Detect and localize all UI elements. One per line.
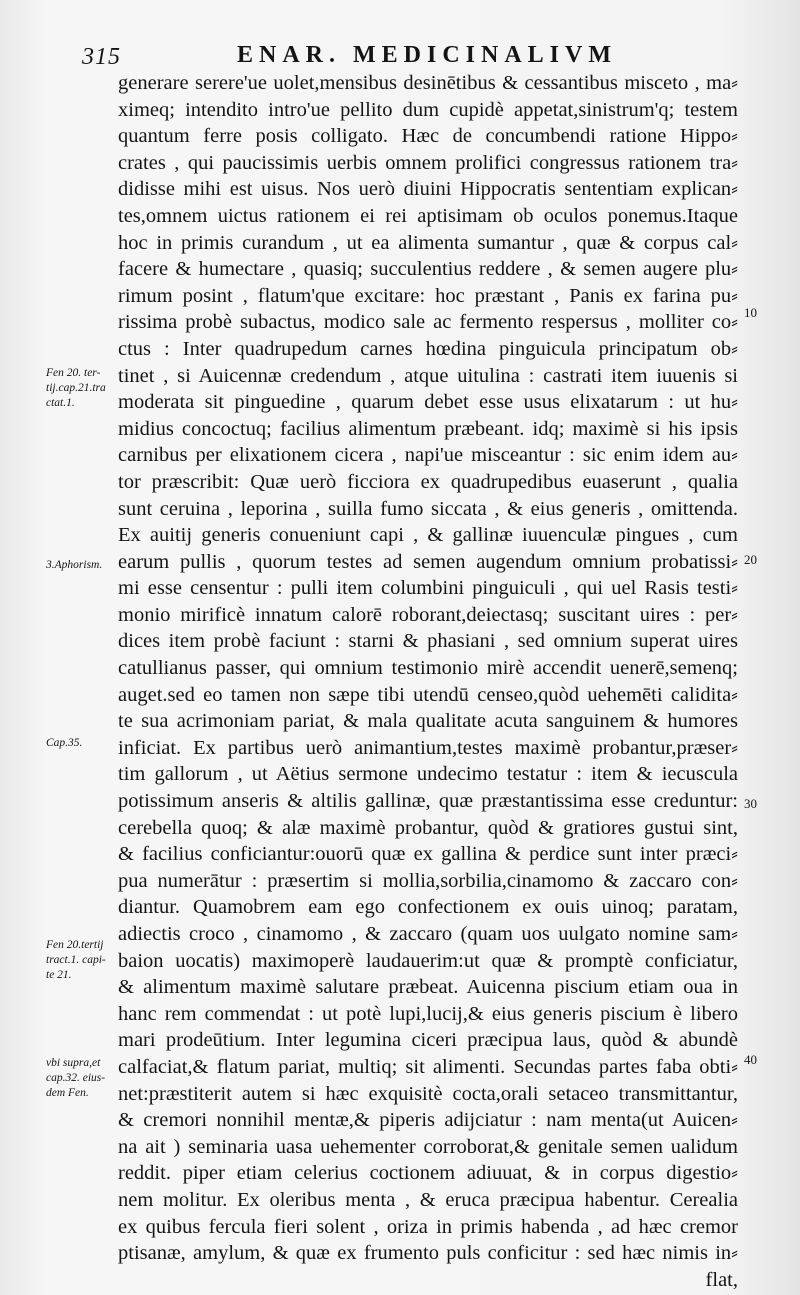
text-line: hanc rem commendat : ut potè lupi,lucij,& eius generis piscium è libero [118, 1002, 738, 1025]
text-line: didisse mihi est uisus. Nos uerò diuini Hippocratis sententiam explican⸗ [118, 178, 738, 201]
text-line: cerebella quoq; & alæ maximè probantur, quòd & gratiores gustui sint, [118, 816, 738, 839]
text-line: midius concoctuq; facilius alimentum præbeant. idq; maximè si his ipsis [118, 417, 738, 440]
text-line: net:præstiterit autem si hæc exquisitè cocta,orali setaceo transmittantur, [118, 1082, 738, 1105]
body-text [118, 70, 738, 1293]
text-line: tim gallorum , ut Aëtius sermone undecimo testatur : item & iecuscula [118, 763, 738, 786]
text-line: & facilius conficiantur:ouorū quæ ex gallina & perdice sunt inter præci⸗ [118, 843, 738, 866]
text-line: quantum ferre posis colligato. Hæc de concumbendi ratione Hippo⸗ [118, 125, 738, 148]
page-number: 315 [82, 44, 121, 70]
text-line: na ait ) seminaria uasa uehementer corroborat,& genitale semen ualidum [118, 1135, 738, 1158]
text-line: hoc in primis curandum , ut ea alimenta sumantur , quæ & corpus cal⸗ [118, 231, 738, 254]
text-line: auget.sed eo tamen non sæpe tibi utendū censeo,quòd uehemēti calidita⸗ [118, 683, 738, 706]
line-number: 40 [744, 1052, 757, 1067]
text-line: generare serere'ue uolet,mensibus desinētibus & cessantibus misceto , ma⸗ [118, 72, 738, 94]
text-line: rissima probè subactus, modico sale ac fermento respersus , molliter co⸗ [118, 311, 738, 334]
text-line: & alimentum maximè salutare præbeat. Auicenna piscium etiam oua in [118, 976, 738, 999]
text-line: & cremori nonnihil mentæ,& piperis adijciatur : nam menta(ut Auicen⸗ [118, 1109, 738, 1132]
text-line: mari prodeūtium. Inter legumina ciceri præcipua laus, quòd & abundè [118, 1029, 738, 1052]
text-line: adiectis croco , cinamomo , & zaccaro (quam uos uulgato nomine sam⸗ [118, 923, 738, 945]
text-line: ximeq; intendito intro'ue pellito dum cupidè appetat,sinistrum'q; testem [118, 98, 738, 121]
line-number: 20 [744, 552, 757, 567]
text-line: earum pullis , quorum testes ad semen augendum omnium probatissi⸗ [118, 550, 738, 573]
text-line: mi esse censentur : pulli item columbini pinguiculi , qui uel Rasis testi⸗ [118, 577, 738, 600]
text-line: pua numerātur : præsertim si mollia,sorbilia,cinamomo & zaccaro con⸗ [118, 869, 738, 892]
margin-note: Fen 20. ter- tij.cap.21.tra ctat.1. [46, 367, 106, 409]
line-number: 10 [744, 305, 757, 320]
margin-note: Cap.35. [46, 737, 83, 749]
text-line: ctus : Inter quadrupedum carnes hœdina pinguicula principatum ob⸗ [118, 337, 738, 360]
text-line: diantur. Quamobrem eam ego confectionem ex ouis uinoq; paratam, [118, 896, 738, 919]
text-line: tes,omnem uictus rationem ei rei aptisimam ob oculos ponemus.Itaque [118, 204, 738, 227]
text-line: facere & humectare , quasiq; succulentius reddere , & semen augere plu⸗ [118, 258, 738, 281]
text-line: catullianus passer, qui omnium testimonio mirè accendit uenerē,semenq; [118, 657, 738, 680]
text-line: baion uocatis) maximoperè laudauerim:ut quæ & promptè conficiatur, [118, 949, 738, 972]
text-line: moderata sit pinguedine , quarum debet esse usus elixatarum : ut hu⸗ [118, 391, 738, 414]
text-line: crates , qui paucissimis uerbis omnem prolifici congressus rationem tra⸗ [118, 151, 738, 174]
text-line: inficiat. Ex partibus uerò animantium,testes maximè probantur,præser⸗ [118, 736, 738, 759]
margin-note: Fen 20.tertij tract.1. capi- te 21. [46, 939, 106, 981]
text-line: Ex auitij generis conueniunt capi , & gallinæ iuuenculæ pingues , cum [118, 524, 738, 547]
text-line: te sua acrimoniam pariat, & mala qualitate acuta sanguinem & humores [118, 710, 738, 733]
text-line: flat, [705, 1268, 738, 1291]
text-line: dices item probè faciunt : starni & phasiani , sed omnium superat uires [118, 630, 738, 653]
text-line: potissimum anseris & altilis gallinæ, quæ præstantissima esse creduntur: [118, 790, 738, 813]
text-line: tinet , si Auicennæ credendum , atque uitulina : castrati item iuuenis si [118, 364, 738, 387]
text-line: reddit. piper etiam celerius coctionem adiuuat, & in corpus digestio⸗ [118, 1162, 738, 1185]
text-line: ptisanæ, amylum, & quæ ex frumento puls conficitur : sed hæc nimis in⸗ [118, 1242, 738, 1265]
text-line: ex quibus fercula fieri solent , oriza in primis habenda , ad hæc cremor [118, 1215, 738, 1238]
text-line: rimum posint , flatum'que excitare: hoc præstant , Panis ex farina pu⸗ [118, 284, 738, 307]
margin-note: vbi supra,et cap.32. eius- dem Fen. [46, 1057, 106, 1099]
text-line: nem molitur. Ex oleribus menta , & eruca præcipua habentur. Cerealia [118, 1188, 738, 1211]
page-header [82, 40, 722, 70]
margin-note: 3.Aphorism. [46, 559, 103, 571]
line-number: 30 [744, 796, 757, 811]
text-line: carnibus per elixationem cicera , napi'ue misceantur : sic enim idem au⸗ [118, 444, 738, 467]
running-head: ENAR. MEDICINALIVM [237, 42, 618, 68]
text-line: calfaciat,& flatum pariat, multiq; sit alimenti. Secundas partes faba obti⸗ [118, 1055, 738, 1078]
text-line: sunt ceruina , leporina , suilla fumo siccata , & eius generis , omittenda. [118, 497, 738, 520]
text-line: tor præscribit: Quæ uerò ficciora ex quadrupedibus euaserunt , qualia [118, 470, 738, 493]
text-line: monio mirificè innatum calorē roborant,deiectasq; suscitant uires : per⸗ [118, 603, 738, 626]
